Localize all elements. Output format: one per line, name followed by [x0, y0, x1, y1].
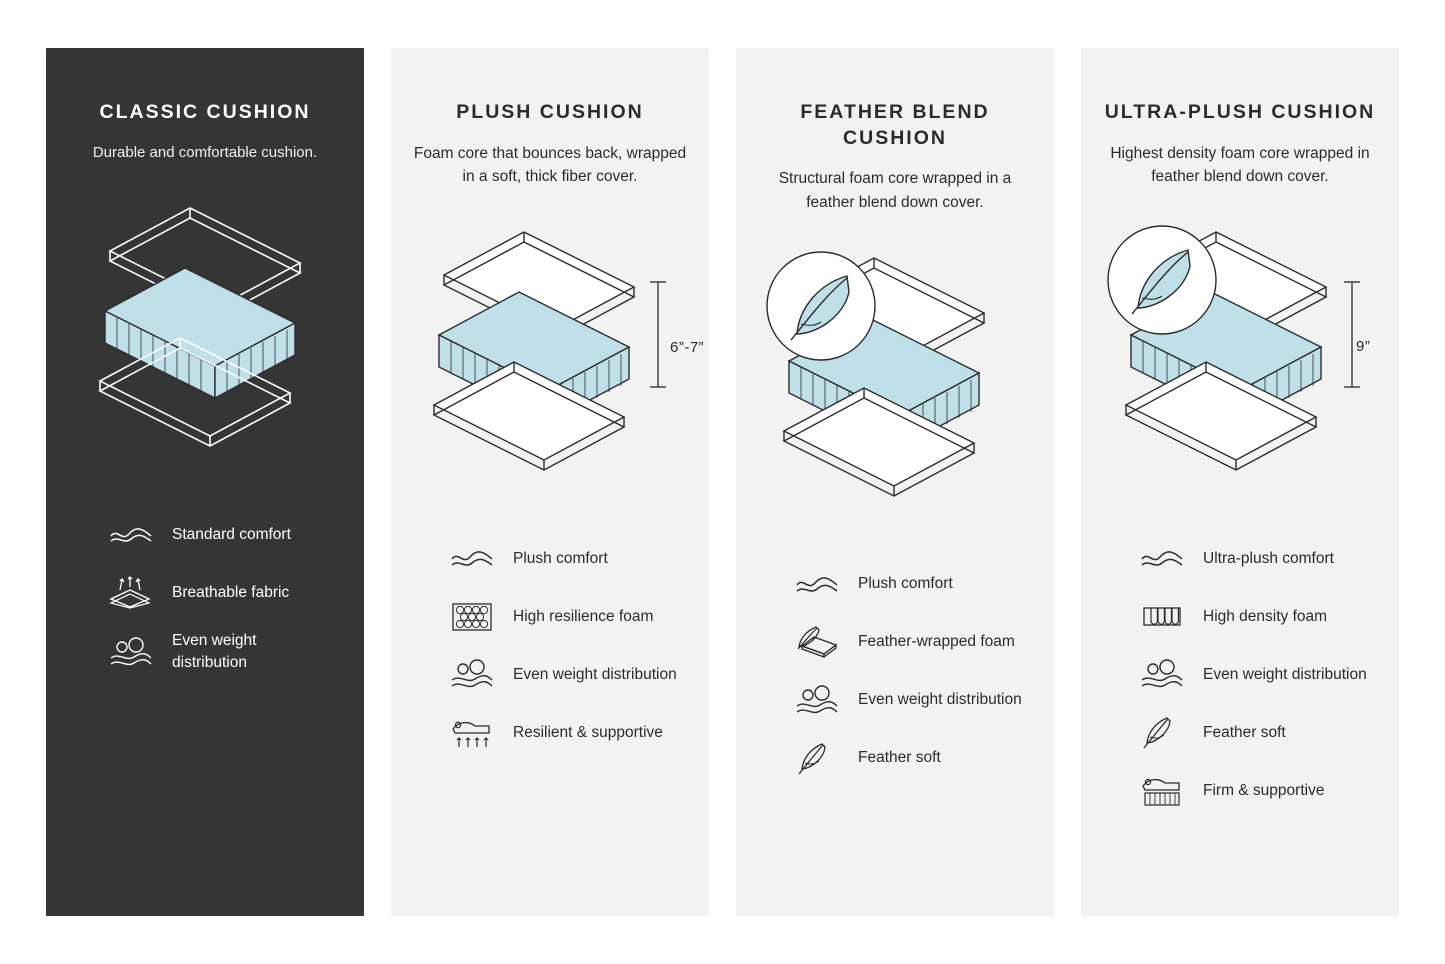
list-item — [449, 596, 677, 636]
wave-icon — [449, 546, 505, 570]
cushion-card-plush — [391, 48, 709, 916]
list-item — [794, 622, 1022, 662]
list-item — [108, 514, 332, 554]
card-description: Structural foam core wrapped in a feather blend down cover. — [778, 170, 1012, 211]
page-title: FEATHER BLEND CUSHION — [800, 101, 990, 149]
feature-label: Firm & supportive — [1203, 781, 1325, 799]
feature-label: Standard comfort — [172, 525, 291, 543]
feature-list — [758, 564, 1032, 778]
feather-icon — [794, 738, 850, 778]
wave-icon — [794, 572, 850, 596]
even-weight-icon — [108, 634, 164, 670]
feather-icon — [1139, 712, 1195, 752]
list-item — [794, 564, 1022, 604]
feature-label: High density foam — [1203, 607, 1328, 625]
feature-label: Feather-wrapped foam — [858, 633, 1015, 651]
card-description: Highest density foam core wrapped in feather blend down cover. — [1110, 144, 1370, 185]
list-item — [449, 654, 677, 694]
cushion-card-classic — [46, 48, 364, 916]
feather-badge-icon — [767, 252, 875, 360]
feature-list — [1103, 538, 1377, 810]
feature-label: Ultra-plush comfort — [1203, 549, 1334, 567]
page-title: ULTRA-PLUSH CUSHION — [1104, 101, 1376, 123]
cushion-layers-icon — [414, 222, 686, 482]
feature-label: Even weight distribution — [172, 632, 257, 671]
list-item — [108, 572, 332, 612]
breathable-fabric-icon — [108, 574, 164, 610]
dimension-label: 9” — [1356, 338, 1371, 356]
page-title: CLASSIC CUSHION — [99, 101, 311, 123]
cushion-layers-icon — [1104, 222, 1376, 482]
exploded-cushion-illustration — [68, 198, 342, 488]
page-title: PLUSH CUSHION — [456, 101, 644, 123]
exploded-cushion-illustration — [413, 222, 705, 512]
list-item — [1139, 770, 1367, 810]
list-item — [449, 712, 677, 752]
feature-label: Even weight distribution — [513, 665, 677, 683]
feather-wrapped-foam-icon — [794, 623, 850, 661]
feature-list — [413, 538, 687, 752]
feature-label: Even weight distribution — [1203, 665, 1367, 683]
list-item — [794, 680, 1022, 720]
list-item — [449, 538, 677, 578]
list-item — [108, 630, 332, 673]
feature-label: Resilient & supportive — [513, 723, 663, 741]
firm-support-icon — [1139, 771, 1195, 809]
wave-icon — [1139, 546, 1195, 570]
list-item — [1139, 712, 1367, 752]
feature-label: Plush comfort — [858, 575, 953, 593]
list-item — [1139, 654, 1367, 694]
wave-icon — [108, 522, 164, 546]
feature-label: Plush comfort — [513, 549, 608, 567]
cushion-layers-icon — [759, 248, 1031, 508]
feature-label: High resilience foam — [513, 607, 654, 625]
high-density-foam-icon — [1139, 599, 1195, 633]
feature-label: Feather soft — [858, 749, 941, 767]
exploded-cushion-illustration — [758, 248, 1032, 538]
honeycomb-foam-icon — [449, 598, 505, 634]
dimension-bar — [650, 282, 666, 387]
dimension-label: 6”-7” — [670, 339, 705, 357]
card-description: Foam core that bounces back, wrapped in a soft, thick fiber cover. — [413, 144, 687, 185]
cushion-card-feather-blend — [736, 48, 1054, 916]
feature-label: Breathable fabric — [172, 583, 290, 601]
feather-badge-icon — [1108, 226, 1216, 334]
cushion-layers-icon — [75, 198, 335, 458]
even-weight-icon — [1139, 656, 1195, 692]
list-item — [1139, 538, 1367, 578]
feature-label: Feather soft — [1203, 723, 1286, 741]
list-item — [794, 738, 1022, 778]
cushion-card-ultra-plush — [1081, 48, 1399, 916]
exploded-cushion-illustration — [1103, 222, 1377, 512]
resilient-support-icon — [449, 713, 505, 751]
feature-label: Even weight distribution — [858, 691, 1022, 709]
feature-list — [68, 514, 342, 673]
list-item — [1139, 596, 1367, 636]
dimension-bar — [1344, 282, 1360, 387]
even-weight-icon — [449, 656, 505, 692]
even-weight-icon — [794, 682, 850, 718]
card-description: Durable and comfortable cushion. — [92, 143, 318, 161]
